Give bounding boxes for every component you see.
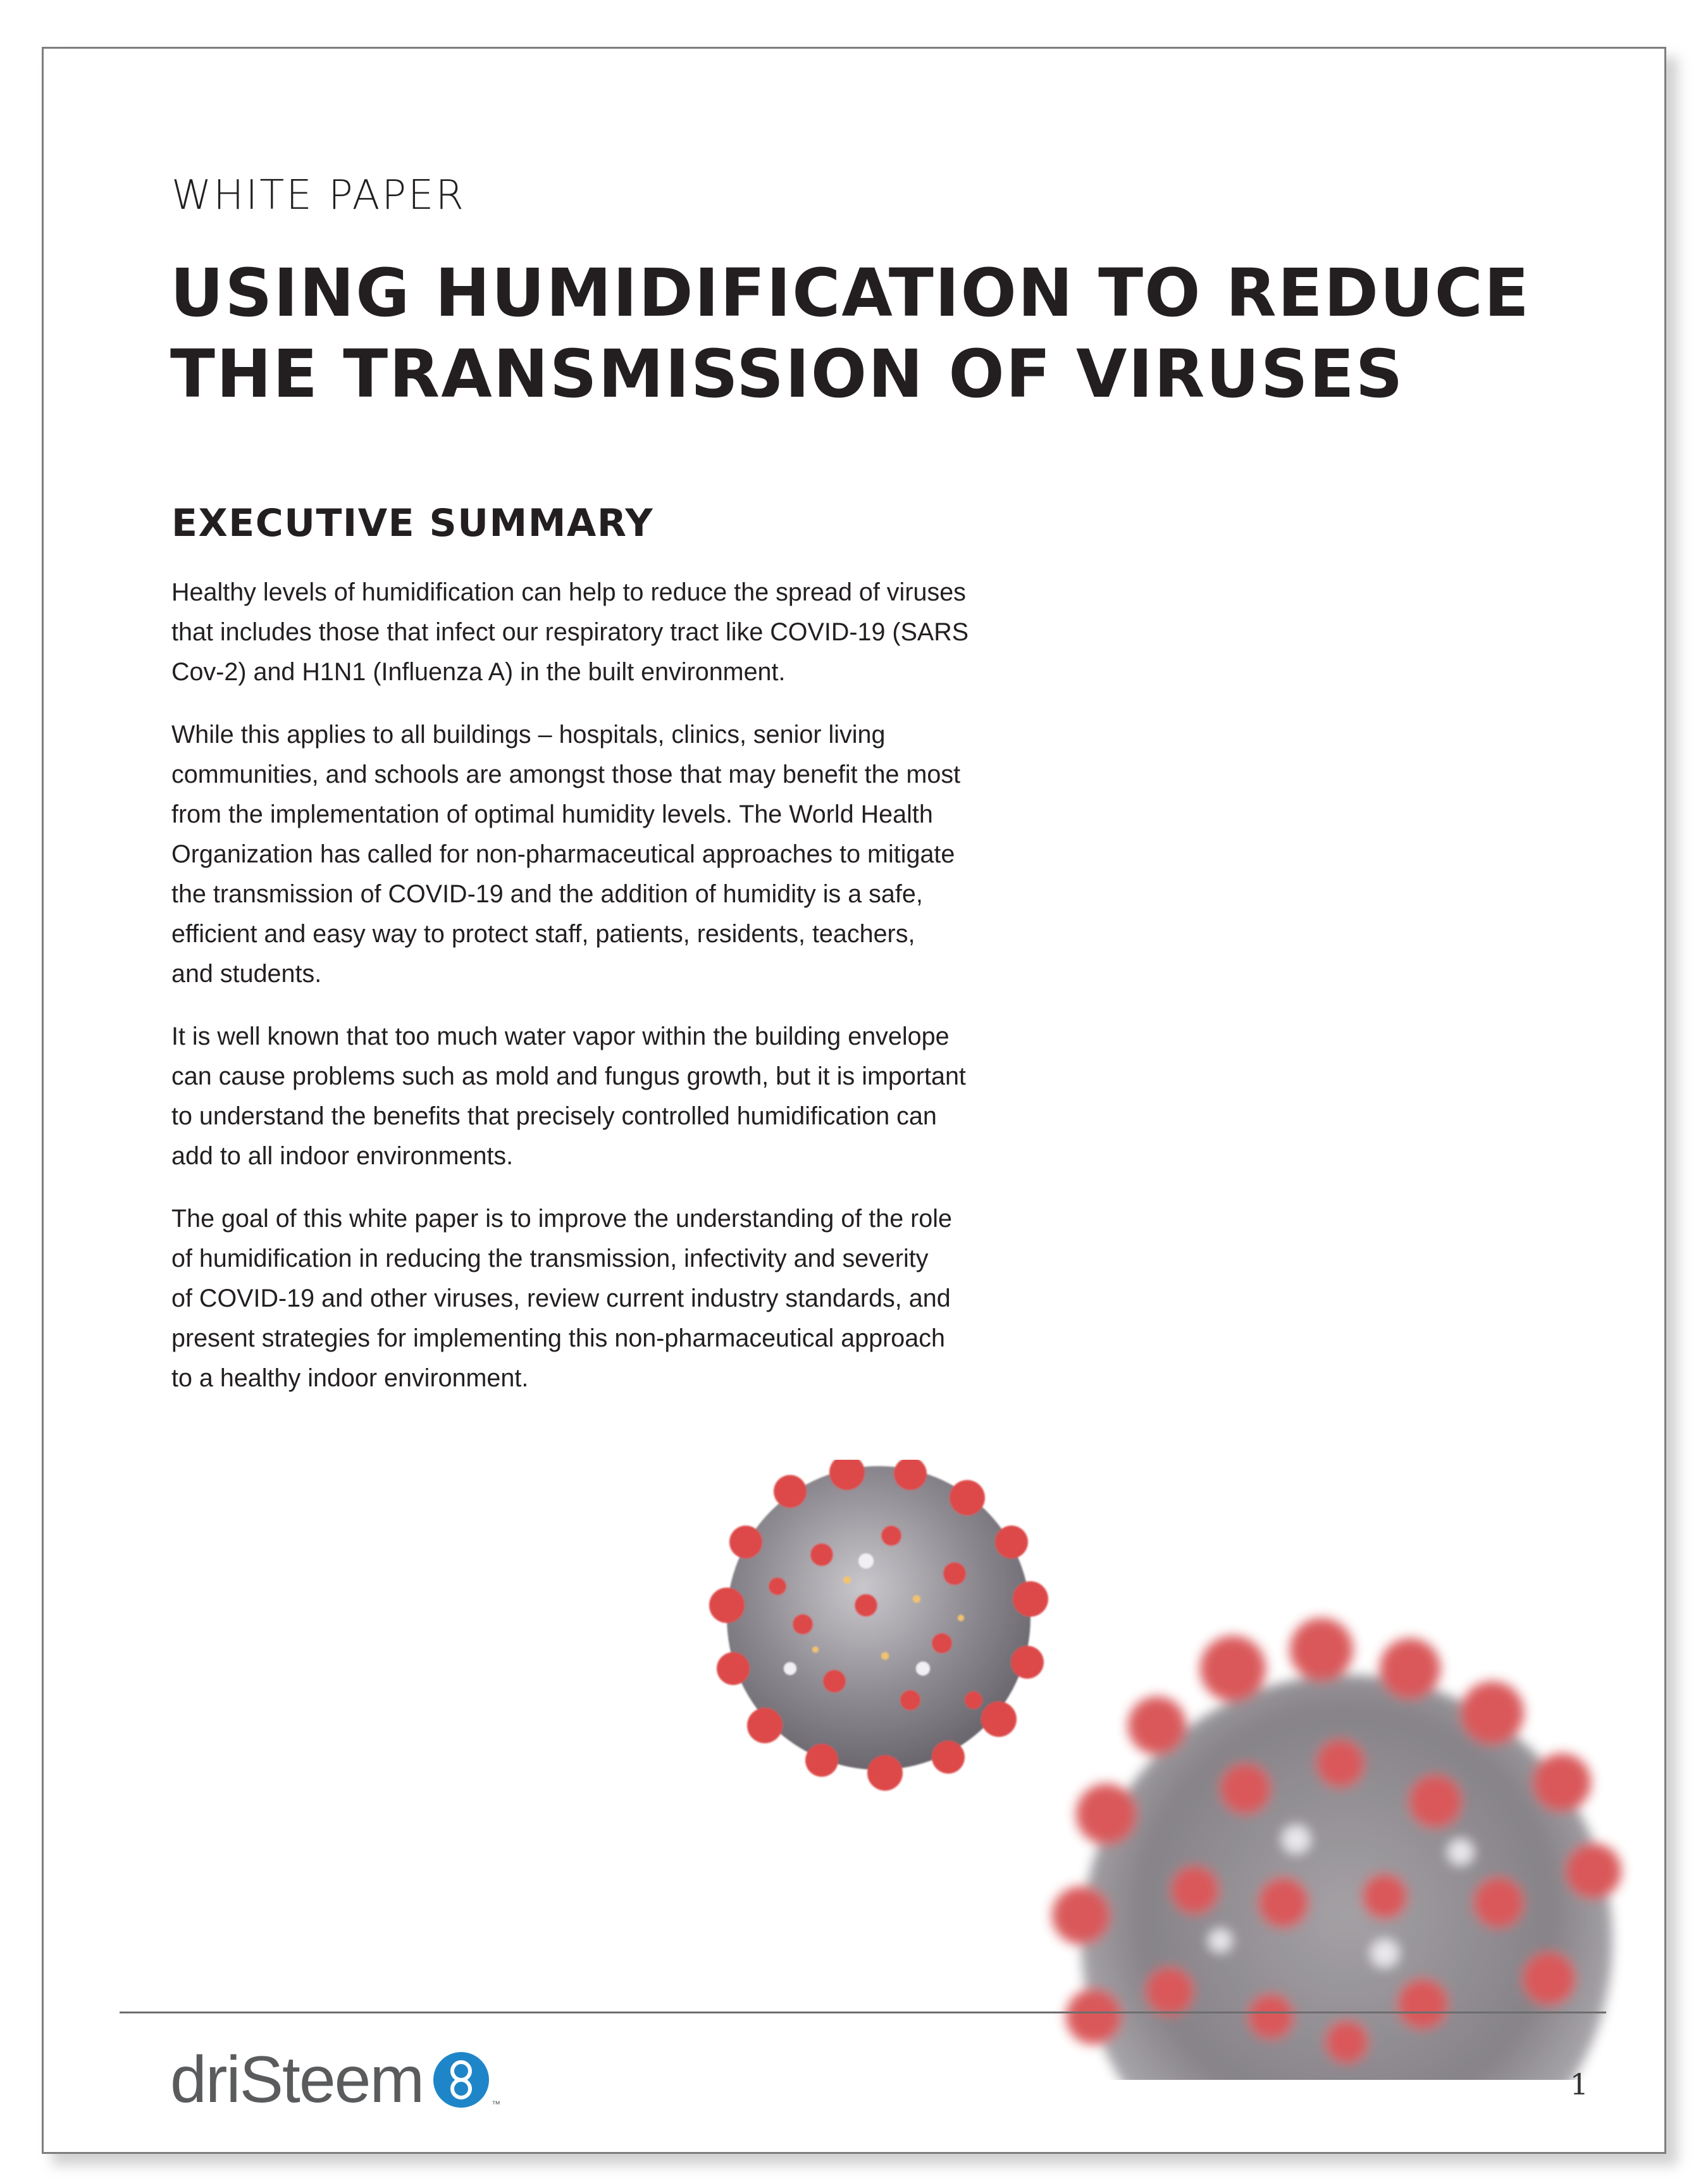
text-line: add to all indoor environments. <box>171 1142 514 1170</box>
company-logo[interactable] <box>170 2043 501 2117</box>
virus-large-blurred <box>1052 1618 1621 2080</box>
document-title <box>170 252 1562 414</box>
text-line: present strategies for implementing this non-pharmaceutical approach <box>171 1324 945 1352</box>
text-line: of COVID-19 and other viruses, review current industry standards, and <box>171 1284 951 1312</box>
title-line: THE TRANSMISSION OF VIRUSES <box>170 335 1404 413</box>
text-line: to a healthy indoor environment. <box>171 1364 529 1392</box>
document-type-label: WHITE PAPER <box>171 172 466 219</box>
paragraph <box>171 1199 1184 1398</box>
text-line: and students. <box>171 960 322 988</box>
text-line: the transmission of COVID-19 and the addition of humidity is a safe, <box>171 880 923 908</box>
text-line: can cause problems such as mold and fungus growth, but it is important <box>171 1062 966 1090</box>
text-line: Organization has called for non-pharmaceutical approaches to mitigate <box>171 840 955 868</box>
text-line: efficient and easy way to protect staff, patients, residents, teachers, <box>171 920 915 948</box>
driSteem-mark-icon <box>432 2051 490 2109</box>
text-line: of humidification in reducing the transmission, infectivity and severity <box>171 1245 929 1272</box>
text-line: communities, and schools are amongst those that may benefit the most <box>171 761 961 788</box>
footer-divider <box>120 2012 1606 2013</box>
title-line: USING HUMIDIFICATION TO REDUCE <box>170 254 1530 332</box>
section-heading: EXECUTIVE SUMMARY <box>171 501 654 545</box>
page-number: 1 <box>1569 2067 1588 2101</box>
logo-wordmark: driSteem <box>170 2043 424 2117</box>
text-line: The goal of this white paper is to improve the understanding of the role <box>171 1205 953 1233</box>
text-line: that includes those that infect our respiratory tract like COVID-19 (SARS <box>171 618 969 646</box>
paragraph <box>171 1017 1184 1176</box>
trademark-symbol: ™ <box>492 2099 501 2109</box>
text-line: It is well known that too much water vapor within the building envelope <box>171 1023 950 1050</box>
text-line: from the implementation of optimal humidity levels. The World Health <box>171 800 933 828</box>
text-line: Cov-2) and H1N1 (Influenza A) in the built environment. <box>171 658 786 686</box>
paragraph <box>171 715 1184 994</box>
text-line: to understand the benefits that precisely controlled humidification can <box>171 1102 937 1130</box>
virus-small-sharp <box>709 1460 1048 1791</box>
virus-illustration <box>676 1460 1663 2080</box>
text-line: Healthy levels of humidification can help to reduce the spread of viruses <box>171 578 966 606</box>
document-page <box>42 47 1666 2154</box>
paragraph <box>171 573 1184 692</box>
text-line: While this applies to all buildings – hospitals, clinics, senior living <box>171 721 886 749</box>
executive-summary-body <box>171 573 1184 1421</box>
